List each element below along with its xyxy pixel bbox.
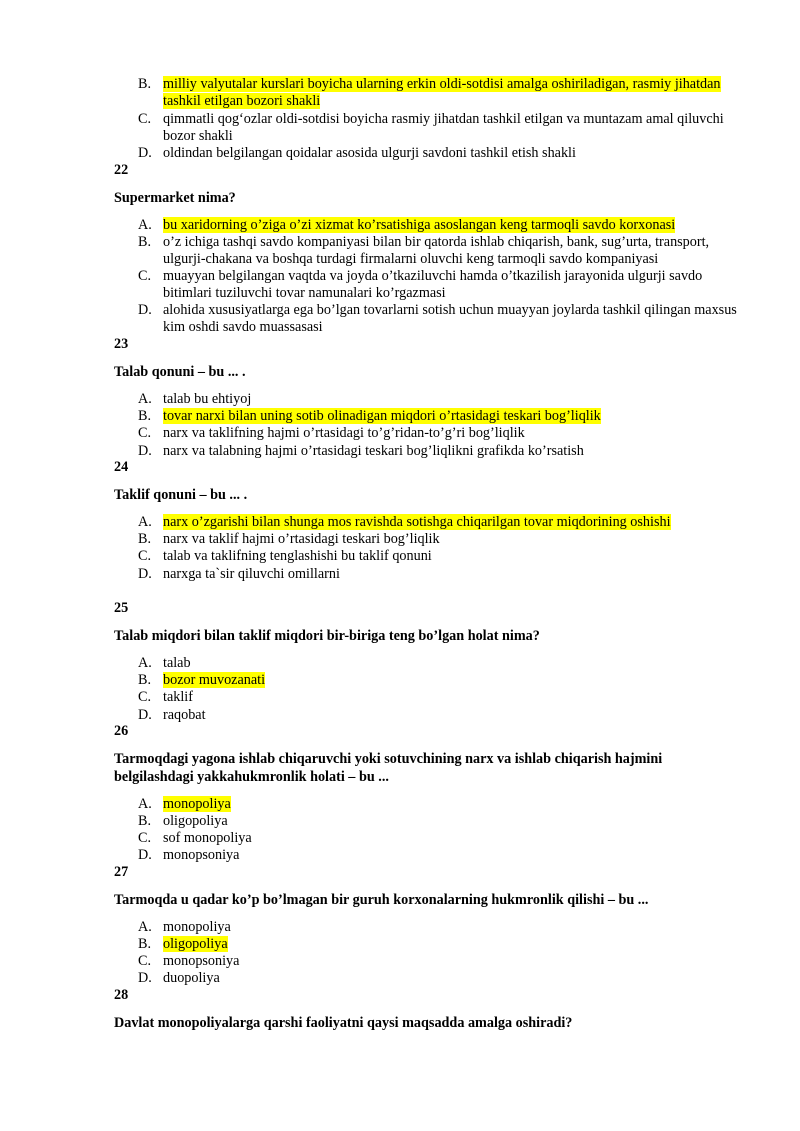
q21-option-c xyxy=(138,111,738,146)
option-text: monopsoniya xyxy=(163,847,240,863)
question-text: Talab qonuni – bu ... . xyxy=(114,364,246,380)
option-letter: B. xyxy=(138,408,152,424)
question-number: 28 xyxy=(114,987,129,1003)
q24-option-a xyxy=(138,514,738,531)
question-text: Supermarket nima? xyxy=(114,190,236,206)
option-text: talab bu ehtiyoj xyxy=(163,391,252,407)
option-text: duopoliya xyxy=(163,970,220,986)
option-letter: A. xyxy=(138,919,152,935)
option-letter: B. xyxy=(138,76,152,92)
option-letter: D. xyxy=(138,443,152,459)
option-text: monopsoniya xyxy=(163,953,240,969)
q22-option-d xyxy=(138,302,738,337)
option-letter: C. xyxy=(138,548,152,564)
option-text: oldindan belgilangan qoidalar asosida ulgurji savdoni tashkil etish shakli xyxy=(163,145,576,161)
option-text: raqobat xyxy=(163,707,206,723)
question-number: 23 xyxy=(114,336,129,352)
option-letter: B. xyxy=(138,234,152,250)
q21-option-b xyxy=(138,76,738,111)
q27-option-b xyxy=(138,936,738,953)
option-text: taklif xyxy=(163,689,193,705)
option-text: narx va taklif hajmi o’rtasidagi teskari bog’liqlik xyxy=(163,531,440,547)
q26-option-c xyxy=(138,830,738,847)
option-letter: A. xyxy=(138,514,152,530)
option-letter: B. xyxy=(138,936,152,952)
option-text: tovar narxi bilan uning sotib olinadigan miqdori o’rtasidagi teskari bog’liqlik xyxy=(163,408,601,424)
question-text: Talab miqdori bilan taklif miqdori bir-biriga teng bo’lgan holat nima? xyxy=(114,628,540,644)
q26-option-b xyxy=(138,813,738,830)
q23-option-b xyxy=(138,408,738,425)
option-text: oligopoliya xyxy=(163,813,228,829)
q26-option-d xyxy=(138,847,738,864)
option-letter: D. xyxy=(138,847,152,863)
option-letter: A. xyxy=(138,655,152,671)
q26-option-a xyxy=(138,796,738,813)
option-text: talab va taklifning tenglashishi bu taklif qonuni xyxy=(163,548,432,564)
q25-option-d xyxy=(138,707,738,724)
option-text: monopoliya xyxy=(163,919,231,935)
q25-option-c xyxy=(138,689,738,706)
q24-option-d xyxy=(138,566,738,583)
option-letter: D. xyxy=(138,566,152,582)
option-letter: C. xyxy=(138,689,152,705)
q22-option-a xyxy=(138,217,738,234)
option-letter: B. xyxy=(138,813,152,829)
q27-option-a xyxy=(138,919,738,936)
question-number: 26 xyxy=(114,723,129,739)
option-text: monopoliya xyxy=(163,796,231,812)
q23-option-d xyxy=(138,443,738,460)
option-letter: A. xyxy=(138,796,152,812)
option-text: alohida xususiyatlarga ega bo’lgan tovarlarni sotish uchun muayyan joylarda tashkil qilingan maxsus kim oshdi savdo muassasasi xyxy=(163,302,737,336)
question-text: Tarmoqda u qadar ko’p bo’lmagan bir guruh korxonalarning hukmronlik qilishi – bu ... xyxy=(114,892,649,908)
option-letter: C. xyxy=(138,425,152,441)
option-text: milliy valyutalar kurslari boyicha ularning erkin oldi-sotdisi amalga oshiriladigan, rasmiy jihatdan tashkil etilgan bozori shakli xyxy=(163,76,721,110)
option-text: narxga ta`sir qiluvchi omillarni xyxy=(163,566,340,582)
question-text: Davlat monopoliyalarga qarshi faoliyatni qaysi maqsadda amalga oshiradi? xyxy=(114,1015,573,1031)
option-letter: C. xyxy=(138,111,152,127)
q23-option-a xyxy=(138,391,738,408)
option-text: narx va taklifning hajmi o’rtasidagi to’g’ridan-to’g’ri bog’liqlik xyxy=(163,425,525,441)
question-text: Taklif qonuni – bu ... . xyxy=(114,487,248,503)
option-letter: D. xyxy=(138,145,152,161)
option-text: oligopoliya xyxy=(163,936,228,952)
q22-option-b xyxy=(138,234,738,269)
q24-option-b xyxy=(138,531,738,548)
option-text: bozor muvozanati xyxy=(163,672,266,688)
question-number: 27 xyxy=(114,864,129,880)
q27-option-d xyxy=(138,970,738,987)
option-letter: C. xyxy=(138,953,152,969)
question-number: 24 xyxy=(114,459,129,475)
option-text: bu xaridorning o’ziga o’zi xizmat ko’rsatishiga asoslangan keng tarmoqli savdo korxonasi xyxy=(163,217,676,233)
q25-option-b xyxy=(138,672,738,689)
option-text: o’z ichiga tashqi savdo kompaniyasi bilan bir qatorda ishlab chiqarish, bank, sug’urta, transport, ulgurji-chakana va boshqa turdagi firmalarni oluvchi keng tarmoqli savdo kompaniyasi xyxy=(163,234,710,268)
option-letter: A. xyxy=(138,391,152,407)
option-text: narx va talabning hajmi o’rtasidagi teskari bog’liqlikni grafikda ko’rsatish xyxy=(163,443,584,459)
option-text: muayyan belgilangan vaqtda va joyda o’tkaziluvchi hamda o’tkazilish jarayonida ulgurji savdo bitimlari tuziluvchi tovar namunalari ko’rgazmasi xyxy=(163,268,703,302)
q23-option-c xyxy=(138,425,738,442)
option-letter: C. xyxy=(138,268,152,284)
option-text: qimmatli qog‘ozlar oldi-sotdisi boyicha rasmiy jihatdan tashkil etilgan va muntazam amal qiluvchi bozor shakli xyxy=(163,111,724,145)
q21-option-d xyxy=(138,145,738,162)
option-text: narx o’zgarishi bilan shunga mos ravishda sotishga chiqarilgan tovar miqdorining oshishi xyxy=(163,514,671,530)
question-number: 22 xyxy=(114,162,129,178)
option-letter: B. xyxy=(138,531,152,547)
option-letter: C. xyxy=(138,830,152,846)
option-letter: B. xyxy=(138,672,152,688)
option-text: talab xyxy=(163,655,191,671)
q27-option-c xyxy=(138,953,738,970)
question-text: Tarmoqdagi yagona ishlab chiqaruvchi yoki sotuvchining narx va ishlab chiqarish hajmini belgilashdagi yakkahukmronlik holati – bu ... xyxy=(114,751,663,785)
option-letter: D. xyxy=(138,707,152,723)
q25-option-a xyxy=(138,655,738,672)
option-text: sof monopoliya xyxy=(163,830,252,846)
question-number: 25 xyxy=(114,600,129,616)
option-letter: D. xyxy=(138,970,152,986)
option-letter: D. xyxy=(138,302,152,318)
q24-option-c xyxy=(138,548,738,565)
option-letter: A. xyxy=(138,217,152,233)
q22-option-c xyxy=(138,268,738,303)
